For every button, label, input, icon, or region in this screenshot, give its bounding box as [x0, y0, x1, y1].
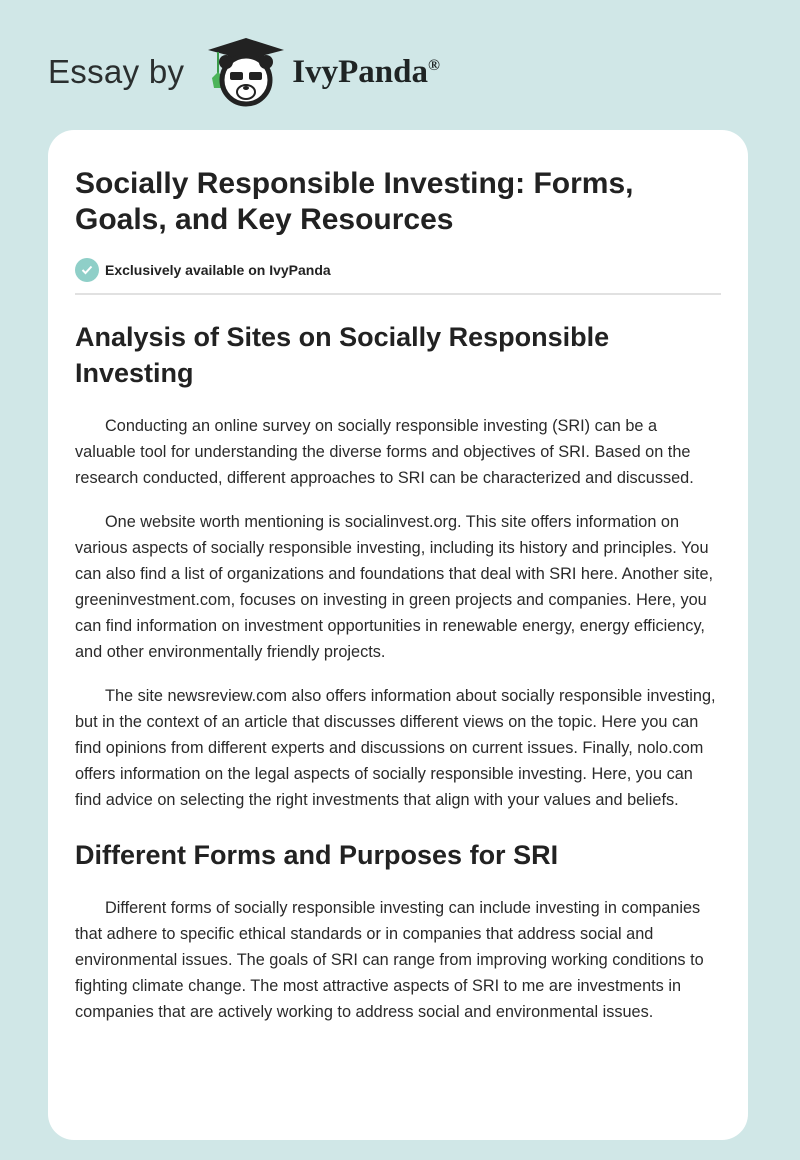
essay-by-label: Essay by	[48, 53, 185, 90]
section-heading: Analysis of Sites on Socially Responsible Investing	[75, 322, 610, 388]
paragraph: Different forms of socially responsible investing can include investing in companies that adhere to specific ethical standards or in companies that address social and environmental issues. The goals of SRI can range from improving working conditions to fighting climate change. The most attractive aspects of SRI to me are investments in companies that are actively working to address social and environmental issues.	[75, 899, 704, 1021]
paragraph: The site newsreview.com also offers information about socially responsible investing, but in the context of an article that discusses different views on the topic. Here you can find opinions from different experts and discussions on current issues. Finally, nolo.com offers information on the legal aspects of socially responsible investing. Here, you can find advice on selecting the right investments that align with your values and beliefs.	[75, 687, 716, 809]
paragraph: One website worth mentioning is socialinvest.org. This site offers information on various aspects of socially responsible investing, including its history and principles. You can also find a list of organizations and foundations that deal with SRI here. Another site, greeninvestment.com, focuses on investing in green projects and companies. Here, you can find information on investment opportunities in renewable energy, energy efficiency, and other environmentally friendly projects.	[75, 513, 714, 661]
brand-name: IvyPanda®	[292, 53, 440, 90]
panda-mascot-icon	[198, 36, 288, 108]
divider	[75, 293, 721, 295]
badge-label: Exclusively available on IvyPanda	[105, 262, 331, 278]
paragraph: Conducting an online survey on socially responsible investing (SRI) can be a valuable tool for understanding the diverse forms and objectives of SRI. Based on the research conducted, different approaches to SRI can be characterized and discussed.	[75, 417, 694, 487]
essay-card	[48, 130, 748, 1140]
exclusive-badge	[75, 258, 721, 282]
page-title: Socially Responsible Investing: Forms, Goals, and Key Resources	[75, 167, 634, 236]
check-icon	[75, 258, 99, 282]
section-heading: Different Forms and Purposes for SRI	[75, 840, 559, 870]
ivypanda-logo[interactable]	[48, 36, 440, 108]
